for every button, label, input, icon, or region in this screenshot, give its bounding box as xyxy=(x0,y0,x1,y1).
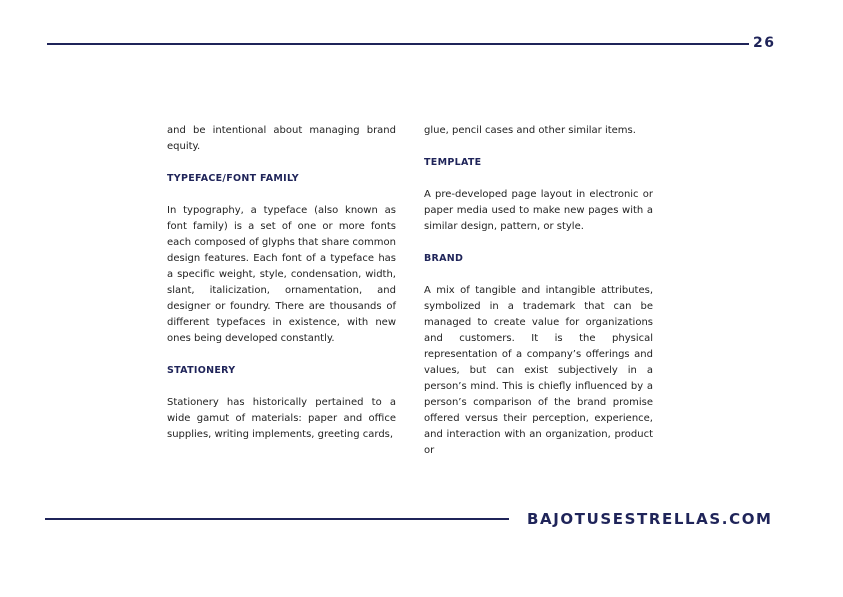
footer-rule xyxy=(45,518,509,520)
left-column xyxy=(167,123,396,443)
typeface-paragraph: In typography, a typeface (also known as font family) is a set of one or more fonts each composed of glyphs that share common design features. Each font of a typeface has a specific weight, style, condensation, width, slant, italicization, ornamentation, and designer or foundry. There are thousands of different typefaces in existence, with new ones being developed constantly. xyxy=(167,205,396,344)
header-rule xyxy=(47,43,749,45)
typeface-heading: TYPEFACE/FONT FAMILY xyxy=(167,173,299,184)
brand-paragraph: A mix of tangible and intangible attributes, symbolized in a trademark that can be managed to create value for organizations and customers. It is the physical representation of a company’s offerings and values, but can exist subjectively in a person’s mind. This is chiefly influenced by a person’s comparison of the brand promise offered versus their perception, experience, and interaction with an organization, product or xyxy=(424,285,653,456)
right-column xyxy=(424,123,653,459)
template-paragraph: A pre-developed page layout in electronic or paper media used to make new pages with a similar design, pattern, or style. xyxy=(424,189,653,232)
page-number: 26 xyxy=(753,35,776,51)
stationery-paragraph: Stationery has historically pertained to a wide gamut of materials: paper and office supplies, writing implements, greeting cards, xyxy=(167,397,396,440)
website-footer: BAJOTUSESTRELLAS.COM xyxy=(527,510,773,528)
stationery-heading: STATIONERY xyxy=(167,365,236,376)
left-intro-paragraph: and be intentional about managing brand equity. xyxy=(167,125,396,152)
brand-heading: BRAND xyxy=(424,253,464,264)
template-heading: TEMPLATE xyxy=(424,157,482,168)
right-intro-paragraph: glue, pencil cases and other similar items. xyxy=(424,125,636,136)
